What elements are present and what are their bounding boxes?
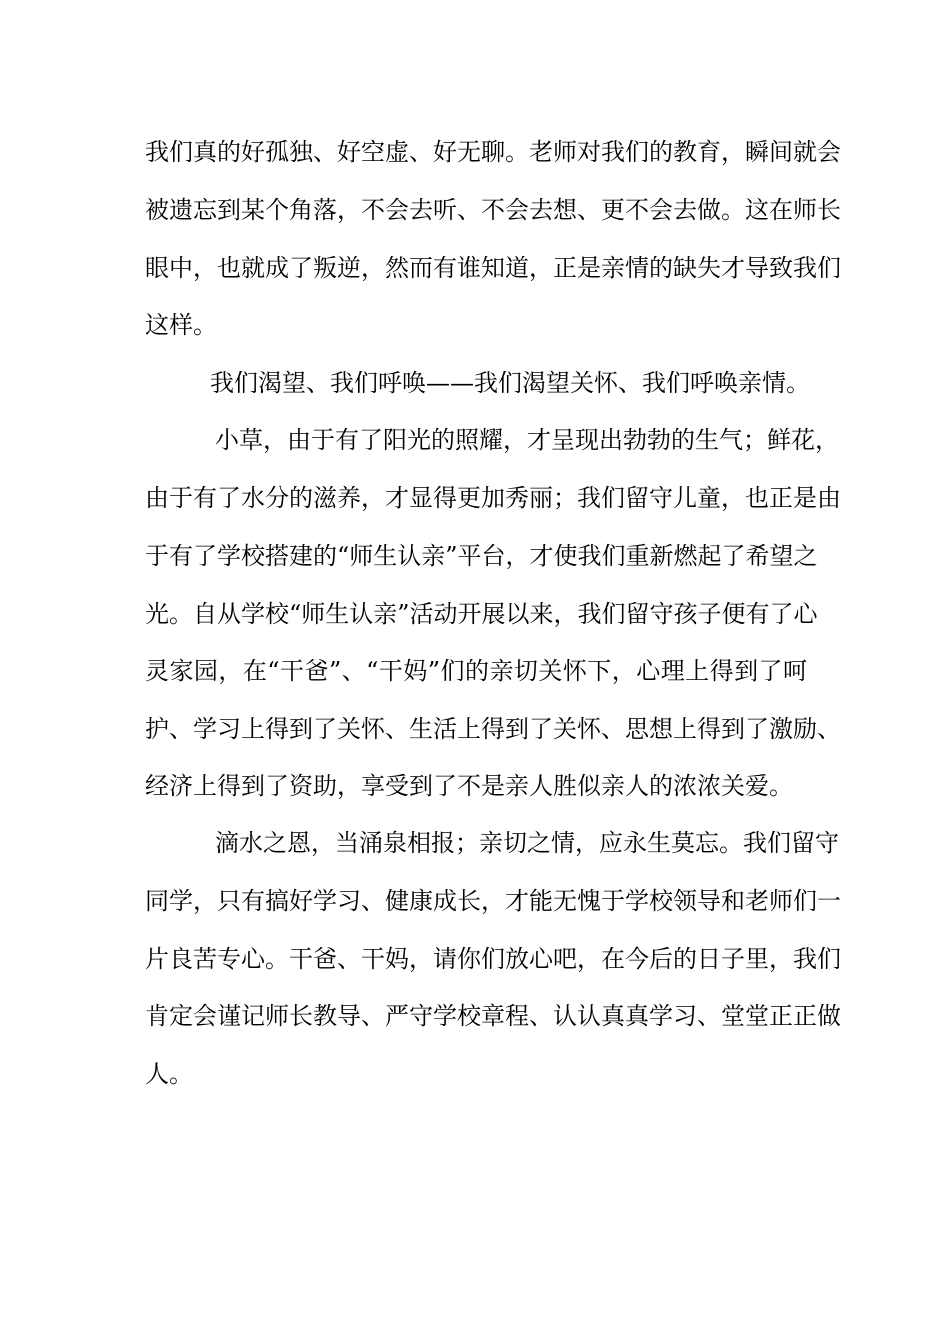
- text-line: 肯定会谨记师长教导、严守学校章程、认认真真学习、堂堂正正做: [145, 1002, 841, 1030]
- text-line: 我们真的好孤独、好空虚、好无聊。老师对我们的教育，瞬间就会: [145, 138, 841, 166]
- text-line: 经济上得到了资助，享受到了不是亲人胜似亲人的浓浓关爱。: [145, 772, 793, 800]
- text-line: 被遗忘到某个角落，不会去听、不会去想、更不会去做。这在师长: [145, 196, 841, 224]
- text-line: 小草，由于有了阳光的照耀，才呈现出勃勃的生气；鲜花，: [215, 426, 839, 454]
- text-line: 护、学习上得到了关怀、生活上得到了关怀、思想上得到了激励、: [145, 715, 841, 743]
- text-line: 我们渴望、我们呼唤——我们渴望关怀、我们呼唤亲情。: [210, 369, 810, 397]
- text-line: 人。: [145, 1060, 193, 1088]
- text-line: 灵家园，在“干爸”、“干妈”们的亲切关怀下，心理上得到了呵: [145, 657, 807, 685]
- text-line: 片良苦专心。干爸、干妈，请你们放心吧，在今后的日子里，我们: [145, 945, 841, 973]
- text-line: 这样。: [145, 311, 217, 339]
- text-line: 同学，只有搞好学习、健康成长，才能无愧于学校领导和老师们一: [145, 887, 841, 915]
- text-line: 眼中，也就成了叛逆，然而有谁知道，正是亲情的缺失才导致我们: [145, 254, 841, 282]
- text-line: 光。自从学校“师生认亲”活动开展以来，我们留守孩子便有了心: [145, 600, 818, 628]
- text-line: 由于有了水分的滋养，才显得更加秀丽；我们留守儿童，也正是由: [145, 484, 841, 512]
- text-line: 滴水之恩，当涌泉相报；亲切之情，应永生莫忘。我们留守: [215, 829, 839, 857]
- text-line: 于有了学校搭建的“师生认亲”平台，才使我们重新燃起了希望之: [145, 542, 818, 570]
